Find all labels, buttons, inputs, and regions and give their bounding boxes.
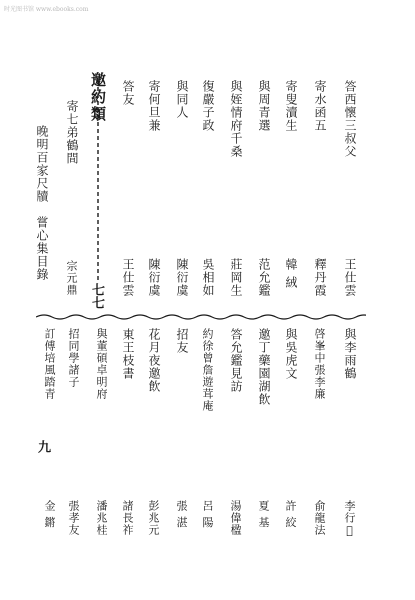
entry-author: 諸長祚 [121,500,134,536]
entry-author: 張孝友 [67,500,80,536]
entry-author: 莊岡生 [229,258,243,297]
entry-author: 呂 陽 [201,500,214,529]
entry-title: 啓峯中張李廉 [313,328,326,400]
page-number: 九 [35,440,50,453]
section-title: 邀約類 [89,72,107,123]
entry-author: 金 鏘 [43,500,56,529]
entry-title: 招友 [175,328,189,354]
watermark: 时光图书馆 www.ebooks.com [4,6,89,13]
entry-title: 寄何旦兼 [147,80,161,132]
entry-author: 李行𡊮 [343,500,356,538]
entry-title: 與董碩卓明府 [95,328,108,400]
entry-author: 彭兆元 [147,500,160,536]
entry-title: 約徐曾詹遊茸庵 [201,328,214,412]
entry-author: 俞龍法 [313,500,326,536]
entry-author: 宗元鼎 [65,260,78,296]
entry-author: 王仕雲 [343,258,357,297]
entry-title: 訂傅培風踏青 [43,328,56,400]
entry-title: 與李雨鶴 [343,328,357,380]
entry-author: 夏 基 [257,500,270,529]
entry-title: 東王枝書 [121,328,135,380]
entry-title: 花月夜邀飲 [147,328,161,393]
entry-author: 湯偉楹 [229,500,242,536]
entry-title: 招同學諸子 [67,328,80,388]
entry-title: 寄叟瀆生 [284,80,298,132]
entry-author: 潘兆桂 [95,500,108,536]
entry-author: 范允鑑 [257,258,271,297]
entry-author: 釋丹霞 [313,258,327,297]
entry-title: 答西懷三叔父 [343,80,357,158]
entry-author: 王仕雲 [121,258,135,297]
entry-title: 與周青選 [257,80,271,132]
entry-title: 寄七弟鶴間 [65,100,79,165]
entry-title: 邀丁藥園湖飲 [257,328,271,406]
entry-author: 陳衍虞 [147,258,161,297]
entry-title: 與吳虎文 [284,328,298,380]
entry-author: 陳衍虞 [175,258,189,297]
entry-title: 復嚴子政 [201,80,215,132]
entry-author: 許 絞 [284,500,297,529]
divider-rule [36,312,366,322]
entry-title: 答允鑑見訪 [229,328,243,393]
entry-author: 張 湛 [175,500,188,529]
entry-author: 韓 絨 [284,258,298,289]
dotted-leader [97,80,99,280]
section-number: 七七 [89,283,104,309]
entry-title: 與姪情府千桑 [229,80,243,158]
entry-title: 寄水函五 [313,80,327,132]
entry-title: 答友 [121,80,135,106]
page-header: 晚明百家尺牘 嘗心集目錄 [35,125,49,281]
entry-title: 與同人 [175,80,189,119]
entry-author: 吳相如 [201,258,215,297]
